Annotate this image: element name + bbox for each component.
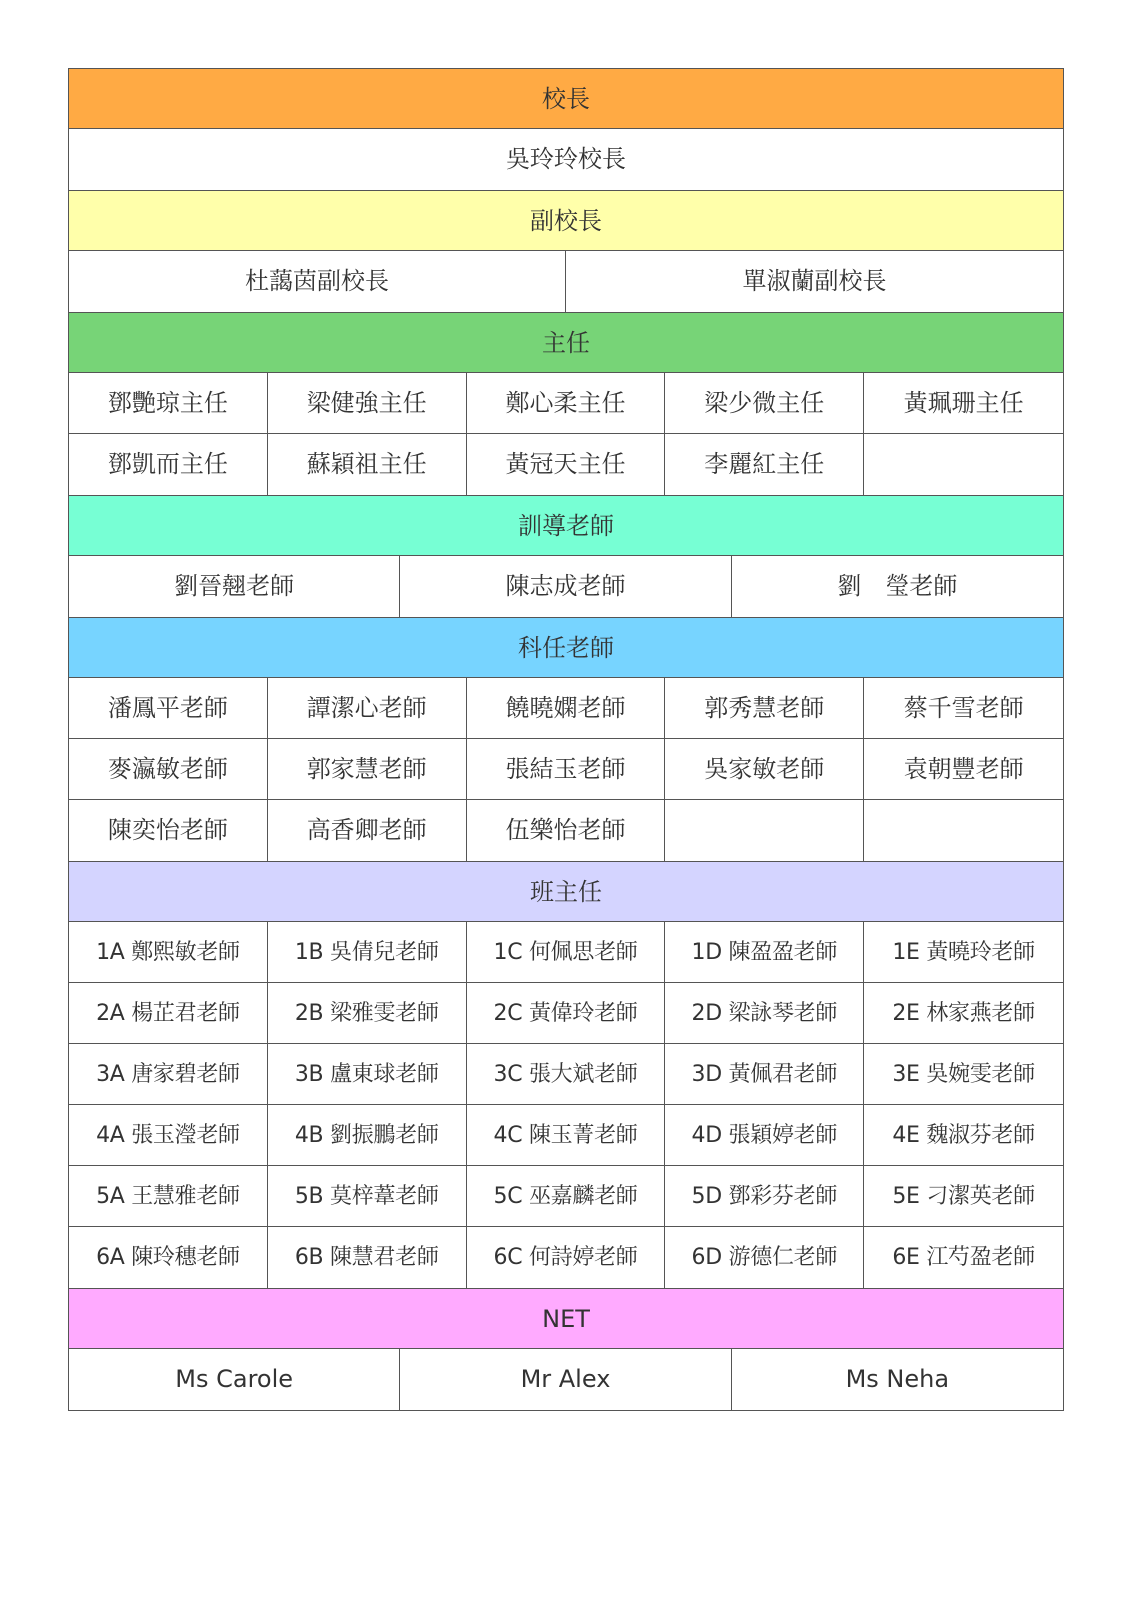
staff-cell: 6C 何詩婷老師	[467, 1227, 666, 1288]
staff-cell: 伍樂怡老師	[467, 800, 666, 861]
staff-cell: 吳玲玲校長	[506, 145, 626, 173]
staff-cell: 6D 游德仁老師	[665, 1227, 864, 1288]
directors-grid	[69, 373, 1063, 496]
staff-cell: 黃珮珊主任	[864, 373, 1063, 434]
staff-cell: 陳志成老師	[400, 556, 731, 617]
discipline-grid	[69, 556, 1063, 618]
staff-cell: 3A 唐家碧老師	[69, 1044, 268, 1105]
principal-grid	[69, 129, 1063, 191]
staff-cell: 3C 張大斌老師	[467, 1044, 666, 1105]
net-grid	[69, 1349, 1063, 1410]
staff-cell: 4D 張穎婷老師	[665, 1105, 864, 1166]
staff-cell: 鄧凱而主任	[69, 434, 268, 495]
staff-cell: 鄧艷琼主任	[69, 373, 268, 434]
staff-cell: 5D 鄧彩芬老師	[665, 1166, 864, 1227]
staff-cell: 3E 吳婉雯老師	[864, 1044, 1063, 1105]
directors-header: 主任	[69, 313, 1063, 373]
staff-cell: 黃冠天主任	[467, 434, 666, 495]
staff-cell: 2E 林家燕老師	[864, 983, 1063, 1044]
staff-cell: 郭秀慧老師	[665, 678, 864, 739]
class-teachers-header: 班主任	[69, 862, 1063, 922]
staff-cell: 5B 莫梓葦老師	[268, 1166, 467, 1227]
staff-cell: 潘鳳平老師	[69, 678, 268, 739]
staff-cell: 2B 梁雅雯老師	[268, 983, 467, 1044]
principal-header: 校長	[69, 69, 1063, 129]
staff-cell: 5A 王慧雅老師	[69, 1166, 268, 1227]
staff-cell: 高香卿老師	[268, 800, 467, 861]
staff-cell: 4E 魏淑芬老師	[864, 1105, 1063, 1166]
staff-cell: 6A 陳玲穗老師	[69, 1227, 268, 1288]
staff-cell: 1E 黃曉玲老師	[864, 922, 1063, 983]
staff-cell: Mr Alex	[400, 1349, 731, 1410]
staff-cell: 1B 吳倩兒老師	[268, 922, 467, 983]
net-header: NET	[69, 1289, 1063, 1349]
empty-cell	[864, 434, 1063, 495]
staff-cell: 梁健強主任	[268, 373, 467, 434]
empty-cell	[864, 800, 1063, 861]
staff-cell: 袁朝豐老師	[864, 739, 1063, 800]
staff-cell: 1A 鄭熙敏老師	[69, 922, 268, 983]
class-teachers-grid	[69, 922, 1063, 1289]
vice-principal-header: 副校長	[69, 191, 1063, 251]
empty-cell	[665, 800, 864, 861]
staff-cell: 陳奕怡老師	[69, 800, 268, 861]
staff-table	[68, 68, 1064, 1411]
staff-cell: 吳家敏老師	[665, 739, 864, 800]
staff-cell: 3B 盧東球老師	[268, 1044, 467, 1105]
subject-teachers-grid	[69, 678, 1063, 862]
staff-cell: 張結玉老師	[467, 739, 666, 800]
staff-cell: 4A 張玉瀅老師	[69, 1105, 268, 1166]
staff-cell: 2A 楊芷君老師	[69, 983, 268, 1044]
staff-cell: 5E 刁潔英老師	[864, 1166, 1063, 1227]
staff-cell: 5C 巫嘉麟老師	[467, 1166, 666, 1227]
staff-cell: 饒曉嫻老師	[467, 678, 666, 739]
staff-cell: 蔡千雪老師	[864, 678, 1063, 739]
staff-cell: 2C 黃偉玲老師	[467, 983, 666, 1044]
staff-cell: 4B 劉振鵬老師	[268, 1105, 467, 1166]
staff-cell: 1C 何佩思老師	[467, 922, 666, 983]
staff-cell: 杜藹茵副校長	[69, 251, 566, 312]
staff-cell: 郭家慧老師	[268, 739, 467, 800]
staff-cell: 6B 陳慧君老師	[268, 1227, 467, 1288]
vice-principal-grid	[69, 251, 1063, 313]
staff-cell: 麥瀛敏老師	[69, 739, 268, 800]
staff-cell: Ms Carole	[69, 1349, 400, 1410]
staff-cell: 譚潔心老師	[268, 678, 467, 739]
staff-cell: 4C 陳玉菁老師	[467, 1105, 666, 1166]
discipline-header: 訓導老師	[69, 496, 1063, 556]
staff-cell: Ms Neha	[845, 1365, 950, 1393]
staff-cell: 蘇穎祖主任	[268, 434, 467, 495]
staff-cell: 劉晉翹老師	[69, 556, 400, 617]
staff-cell: 6E 江芍盈老師	[892, 1245, 1035, 1270]
staff-cell: 3D 黃佩君老師	[665, 1044, 864, 1105]
staff-cell: 2D 梁詠琴老師	[665, 983, 864, 1044]
staff-cell: 梁少微主任	[665, 373, 864, 434]
staff-cell: 鄭心柔主任	[467, 373, 666, 434]
staff-cell: 1D 陳盈盈老師	[665, 922, 864, 983]
staff-cell: 李麗紅主任	[665, 434, 864, 495]
staff-cell: 劉 瑩老師	[837, 572, 958, 600]
subject-teachers-header: 科任老師	[69, 618, 1063, 678]
staff-cell: 單淑蘭副校長	[742, 267, 887, 295]
